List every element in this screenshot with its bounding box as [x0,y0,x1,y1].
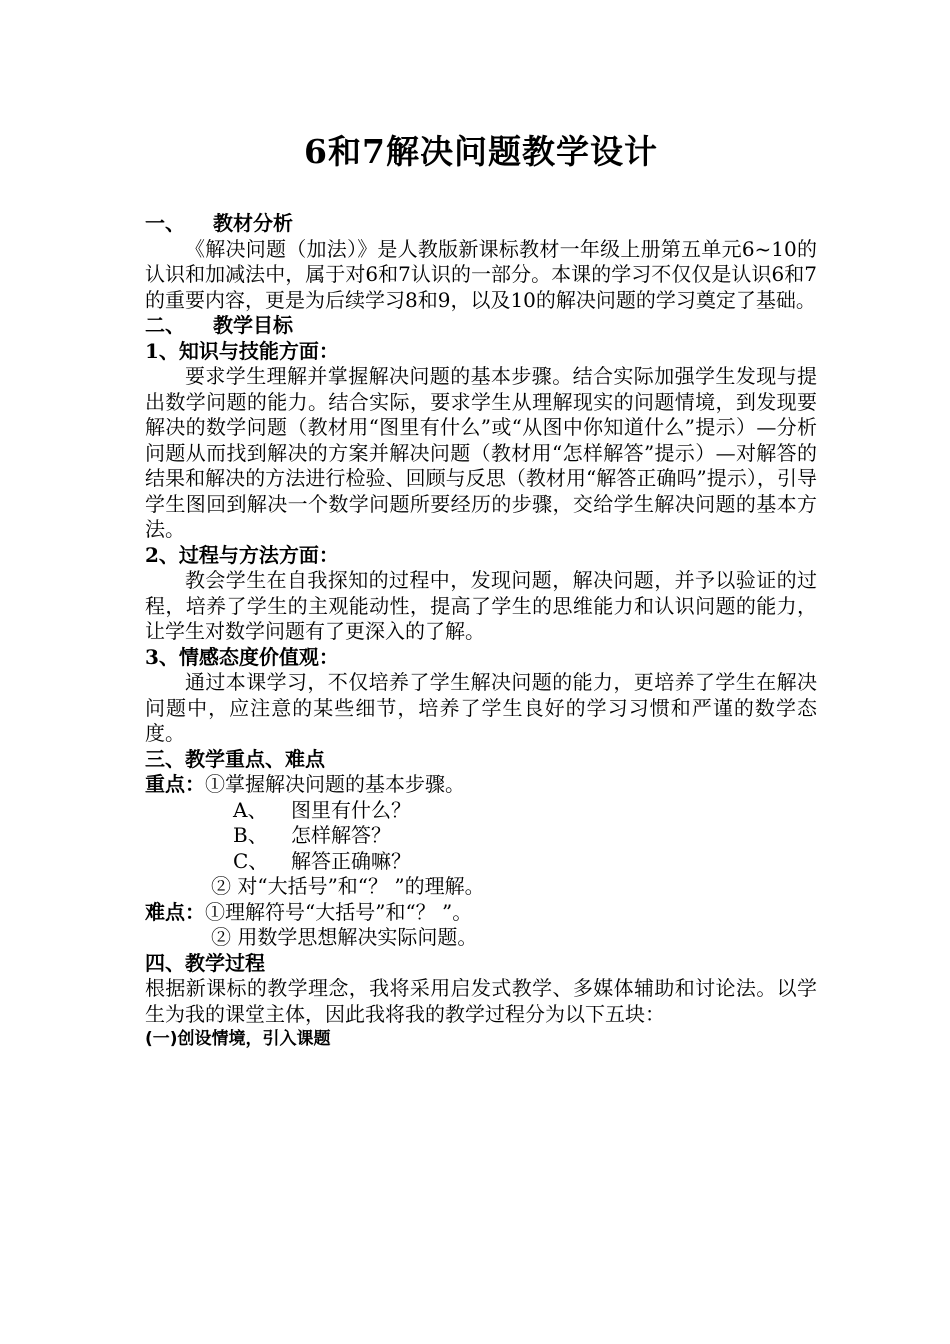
goal-3-paragraph: 通过本课学习，不仅培养了学生解决问题的能力，更培养了学生在解决问题中，应注意的某些细节，培养了学生良好的学习习惯和严谨的数学态度。 [145,670,817,745]
difficulty-1-text: ①理解符号“大括号”和“？ ”。 [205,899,473,924]
step-item-c-text: 解答正确嘛？ [291,848,411,873]
key-point-2: ② 对“大括号”和“？ ”的理解。 [211,874,485,898]
key-point-label: 重点： [145,772,205,796]
section-1-number: 一、 [145,211,185,235]
step-item-a [145,798,817,824]
section-1-heading [145,211,817,237]
document-page [145,126,817,1052]
step-item-b-label: B、 [233,823,268,847]
goal-1-heading: 1、知识与技能方面： [145,338,339,363]
difficulty-1 [145,900,817,926]
difficulty-label: 难点： [145,899,205,924]
section-2-number: 二、 [145,313,185,337]
step-item-a-text: 图里有什么？ [291,797,411,822]
goal-1-paragraph: 要求学生理解并掌握解决问题的基本步骤。结合实际加强学生发现与提出数学问题的能力。结合实际，要求学生从理解现实的问题情境，到发现要解决的数学问题（教材用“图里有什么”或“从图中你知道什么”提示）—分析问题从而找到解决的方案并解决问题（教材用“怎样解答”提示）—对解答的结果和解决的方法进行检验、回顾与反思（教材用“解答正确吗”提示），引导学生图回到解决一个数学问题所要经历的步骤，交给学生解决问题的基本方法。 [145,364,817,541]
step-item-c-label: C、 [233,848,269,873]
step-item-b-text: 怎样解答？ [291,823,391,847]
section-3-heading: 三、教学重点、难点 [145,746,325,771]
key-point-1-text: ①掌握解决问题的基本步骤。 [205,772,465,796]
section-2-heading [145,313,817,339]
goal-2-heading: 2、过程与方法方面： [145,542,339,567]
section-2-title: 教学目标 [213,313,293,337]
step-item-b [145,823,817,849]
section-1-paragraph: 《解决问题（加法）》是人教版新课标教材一年级上册第五单元6~10的认识和加减法中，属于对6和7认识的一部分。本课的学习不仅仅是认识6和7的重要内容，更是为后续学习8和9，以及10的解决问题的学习奠定了基础。 [145,236,817,312]
goal-2-paragraph: 教会学生在自我探知的过程中，发现问题，解决问题，并予以验证的过程，培养了学生的主观能动性，提高了学生的思维能力和认识问题的能力，让学生对数学问题有了更深入的了解。 [145,568,817,643]
step-item-c [145,849,817,875]
section-4-heading: 四、教学过程 [145,950,265,975]
section-4-paragraph: 根据新课标的教学理念，我将采用启发式教学、多媒体辅助和讨论法。以学生为我的课堂主体，因此我将我的教学过程分为以下五块： [145,976,817,1026]
section-1-title: 教材分析 [213,211,293,235]
document-title: 6和7解决问题教学设计 [304,132,658,171]
subsection-1-heading: (一)创设情境，引入课题 [145,1029,331,1049]
difficulty-2: ② 用数学思想解决实际问题。 [211,925,478,949]
step-item-a-label: A、 [233,797,268,822]
goal-3-heading: 3、情感态度价值观： [145,644,339,669]
key-point-1 [145,772,817,798]
